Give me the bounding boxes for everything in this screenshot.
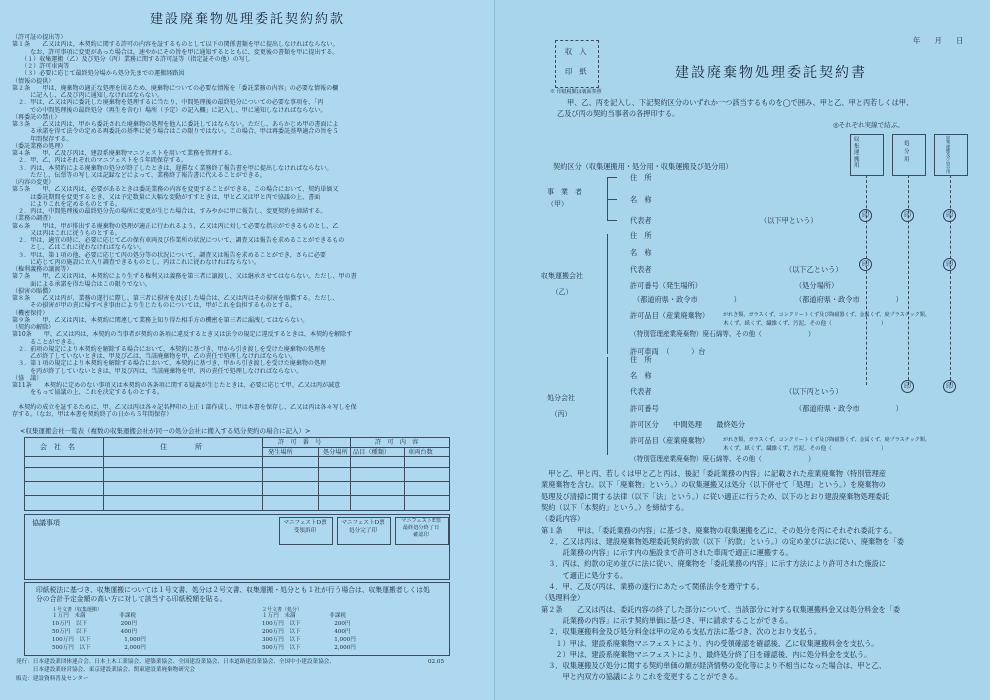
b-items-list: がれき類、ガラスくず、コンクリートくず及び陶磁器くず、金属くず、廃プラスチック類、: [723, 312, 930, 318]
stamp-left-title: １号文書（収集運搬）: [52, 607, 103, 613]
b-permit-dest: （処分場所）: [795, 281, 839, 290]
body-line: る承諾を得て法令の定める再委託の基準に従う場合はこの限りではない。この場合、甲は再委託基準適合の旨を５: [12, 128, 339, 136]
body-line: を丙が終了していないときは、甲及び丙は、当該廃棄物を甲、丙の責任で処理しなければならない。: [12, 367, 303, 375]
b-items-list2: 木くず、紙くず、繊維くず、汚泥、その他（ ）: [723, 321, 887, 327]
contract-title: 建設廃棄物処理委託契約書: [675, 65, 867, 81]
body-line: ３．甲は、第１項の他、必要に応じて丙の処分等の状況について、調査又は報告を求めることができ、さらに必要: [12, 251, 326, 259]
c-permit-no: 許可番号: [630, 404, 659, 413]
footer-sales: 販売：建設資料普及センター: [16, 676, 89, 682]
body-line: 第９条 甲、乙又は丙は、本契約に関連して業務上知り得た相手方の機密を第三者に漏洩してはならない。: [12, 316, 309, 324]
stamp-tax-row: 300万円 以下 1,000円: [262, 637, 356, 643]
a-address: 住 所: [630, 173, 652, 182]
col-item: 品目（種類）: [353, 449, 391, 456]
b-seal-1: 印: [859, 258, 872, 271]
c-pref: （都道府県・政令市 ）: [795, 404, 903, 413]
company-table-caption: <収集運搬会社一覧表（複数の収集運搬会社が同一の処分会社に搬入する処分契約の場合に記入）>: [20, 427, 311, 435]
body-line: に応じて丙の施設に立入り調査できるものとし、丙はこれに従わなければならない。: [12, 258, 260, 266]
body-line: ２．収集運搬料金及び処分料金は甲の定める支払方法に基づき、次のとおり支払う。: [541, 627, 822, 637]
body-line: 第７条 甲、乙又は丙は、本契約により生ずる権利又は義務を第三者に譲渡し、又は継承させてはならない。ただし、甲の書: [12, 273, 357, 281]
b-vehicles: 許可車両 （ ）台: [630, 347, 706, 356]
stamp-tax-row: 500万円 以下 2,000円: [52, 645, 146, 651]
sign-note: ◎それぞれ実線で結ぶ。: [833, 121, 904, 129]
b-pref-2: （都道府県・政令市 ）: [795, 295, 903, 304]
body-line: 第10条 甲、乙又は丙は、本契約の当事者が契約の条項に違反するとき又は法令の規定に違反するときは、本契約を解除す: [12, 331, 353, 339]
manifest-label-d1: マニフェストD票 受領訴印: [283, 520, 327, 534]
contract-category: 契約区分（収集運搬用・処分用・収集運搬及び処分用）: [553, 162, 733, 171]
body-line: ２．乙又は丙は、建設廃棄物処理委託契約約款（以下「約款」という。）の定め並びに法に従い、廃棄物を「委: [541, 536, 904, 546]
c-seal-1: 印: [901, 380, 914, 393]
body-line: （委託業務の処理）: [12, 142, 67, 150]
body-line: （２）許可車両等: [12, 63, 70, 70]
body-line: （再委託の禁止）: [12, 113, 61, 121]
body-line: （内容の変更）: [12, 179, 55, 186]
body-line: 処理及び清掃に関する法律（以下「法」という。）に従い適正に行うため、以下のとおり建設廃棄物処理委託: [541, 491, 890, 501]
body-line: て適正に処分する。: [541, 570, 628, 580]
c-seal-2: 印: [943, 380, 956, 393]
body-line: 第３条 乙又は丙は、甲から委託された廃棄物の処理を他人に委託してはならない。ただし、あらかじめ甲の書面によ: [12, 121, 339, 128]
body-line: （許可証の提出等）: [12, 34, 67, 41]
body-line: （権利義務の譲渡等）: [12, 266, 73, 273]
body-line: 託業務の内容」に示す契約単価に基づき、甲に請求することができる。: [541, 615, 793, 625]
manifest-label-d2: マニフェストD票 処分完了印: [341, 520, 385, 534]
col-label-transport: 収 集 運 搬 用: [854, 137, 860, 170]
consult-label: 協議事項: [32, 519, 60, 527]
body-line: に記入し、乙及び丙に通知しなければならない。: [12, 92, 164, 99]
body-line: をもって協議の上、これを決定するものとする。: [12, 389, 164, 397]
body-line: ただし、伝票等の写し又は記録などによって、業務終了報告書に代えることができる。: [12, 171, 266, 179]
c-permit-items: 許可品目（産業廃棄物）: [630, 436, 710, 445]
body-line: 第１条 甲は、「委託業務の内容」に基づき、廃棄物の収集運搬を乙に、その処分を丙にそれぞれ委託する。: [541, 525, 897, 535]
manifest-label-e: マニフェストE票 最終処分終了日 確認印: [401, 518, 441, 538]
body-line: 年間保存する。: [12, 135, 73, 143]
body-line: 甲と乙、甲と丙、若しくは甲と乙と丙は、後記「委託業務の内容」に記載された産業廃棄物（特別管理産: [541, 469, 887, 478]
intro-line1: 甲、乙、丙を記入し、下記契約区分のいずれか一つ該当するものを◯で囲み、甲と乙、甲と丙若しくは甲、: [567, 98, 914, 107]
body-line: 面による承諾を得た場合はこの限りでない。: [12, 280, 152, 288]
body-line: ２．甲は、乙又は丙に委託した廃棄物を処理するに当たり、中間処理後の最終処分についての必要な事項を、「丙: [12, 99, 324, 107]
col-label-both: 収 集 運 搬 及 び 処 分 用: [946, 135, 951, 175]
body-line: ３．丙は、約款の定め並びに法に従い、廃棄物を「委託業務の内容」に示す方法により許可された施設に: [541, 559, 887, 569]
body-line: は委託期間を変更するとき、又は予定数量に大幅な変動がすすときは、甲と乙又は甲と丙で協議の上、書面: [12, 193, 321, 201]
col-vehicles: 車両台数: [408, 449, 433, 456]
a-seal-2: 印: [901, 209, 914, 222]
stamp-box-label1: 収 入: [565, 47, 587, 56]
body-line: （委託内容）: [541, 514, 585, 524]
body-line: ２．甲、乙、丙はそれぞれのマニフェストを５年間保存する。: [12, 157, 188, 165]
body-line: （機密保持）: [12, 309, 49, 317]
body-line: 第５条 甲、乙又は丙は、必要があるときは委託業務の内容を変更することができる。この場合において、契約単価又: [12, 186, 339, 194]
stamp-tax-row: １万円 未満 非課税: [262, 613, 346, 619]
body-line: （損害の賠償）: [12, 287, 55, 295]
c-items-list2: 木くず、紙くず、繊維くず、汚泥、その他（ ）: [723, 446, 887, 452]
col-origin: 発生場所: [268, 449, 293, 456]
body-line: （契約の解除）: [12, 324, 55, 331]
body-line: 本契約の成立を証するために、甲、乙又は丙は各々記名押印の上正１部作成し、甲は本書を保存し、乙又は丙は各々写しを保: [12, 403, 357, 411]
body-line: 託業務の内容」に示す内の施設まで許可された車両で適正に運搬する。: [541, 548, 793, 558]
body-line: ４．甲、乙及び丙は、業務の遂行にあたって関係法令を遵守する。: [541, 582, 764, 591]
a-rep-note: （以下甲という）: [760, 216, 818, 225]
b-seal-2: 印: [943, 258, 956, 271]
body-line: での中間処理後の最終処分（再生を含む）場所（予定）の記入欄」に記入し、甲に通知しなければならない。: [12, 106, 327, 114]
b-address: 住 所: [630, 231, 652, 240]
body-line: 乙が終了していないときは、甲及び乙は、当該廃棄物を甲、乙の責任で処理しなければならない。: [12, 353, 297, 360]
body-line: なお、許可事項に変更があった場合は、速やかにその旨を甲に通知するとともに、変更後の書類を甲に提出する。: [12, 48, 339, 56]
body-line: 第２条 甲は、廃棄物の適正な処理を図るため、廃棄物についての必要な情報を「委託業務の内容」の必要な情報の欄: [12, 84, 339, 92]
c-special: （特別管理産業廃棄物）廃石綿等、その他（ ）: [630, 455, 815, 463]
b-permit-items: 許可品目（産業廃棄物）: [630, 311, 710, 320]
right-page-contract: [495, 0, 990, 700]
a-rep: 代表者: [630, 216, 652, 225]
body-line: ３．第１項の規定により本契約を解除する場合において、本契約に基づき、甲から引き渡しを受けた廃棄物の処理: [12, 360, 327, 368]
stamp-box-label2: 印 紙: [565, 67, 587, 76]
body-line: （情報の提供）: [12, 77, 55, 85]
body-line: ２．丙は、中間処理後の最終処分先の場所に変更が生じた場合は、すみやかに甲に報告し、変更契約を締結する。: [12, 208, 327, 215]
b-pref-1: （都道府県・政令市 ）: [633, 295, 741, 304]
body-line: 業廃棄物を含む。以下「廃棄物」という。）の収集運搬又は処分（以下併せて「処理」という。）を廃棄物の: [541, 480, 886, 490]
body-line: ３．収集運搬及び処分に関する契約単価の額が経済情勢の変化等により不相当になった場合は、甲と乙、: [541, 661, 887, 671]
stamp-right-title: ２号文書（処分）: [262, 607, 303, 613]
body-line: （処理料金）: [541, 593, 585, 603]
stamp-duty-note: ※ 印紙税額は裏面参照: [550, 89, 602, 95]
col-label-disposal: 処 分 用: [904, 141, 910, 163]
footer-publisher2: 日本建設業経営協会、東京建設業協会、関東建設業廃棄物研究会: [16, 667, 196, 673]
body-line: 第１条 乙又は丙は、本契約に関する許可の内容を証するものとして以下の関係書類を甲に提出しなければならない。: [12, 41, 339, 49]
body-line: 第８条 乙又は丙が、業務の遂行に際し、第三者に損害を及ぼした場合は、乙又は丙はその損害を賠償する。ただし、: [12, 295, 339, 302]
stamp-tax-row: 200万円 以下 400円: [262, 629, 351, 635]
c-name: 名 称: [630, 371, 652, 380]
c-rep: 代表者: [630, 387, 652, 396]
col-company: 会 社 名: [40, 443, 75, 451]
body-line: 第２条 乙又は丙は、委託内容の終了した部分について、当該部分に対する収集運搬料金又は処分料金を「委: [541, 604, 901, 614]
body-line: 存する。（なお、甲は本書を契約終了の日から５年間保存）: [12, 411, 173, 418]
c-rep-note: （以下丙という）: [785, 387, 843, 396]
body-line: とし、乙はこれに従わなければならない。: [12, 244, 146, 252]
stamp-tax-row: 50万円 以下 400円: [52, 629, 137, 635]
terms-title: 建設廃棄物処理委託契約約款: [150, 12, 346, 27]
body-line: ２．前項の規定により本契約を解除する場合において、本契約に基づき、甲から引き渡しを受けた廃棄物の処理を: [12, 345, 327, 353]
footer-code: 02.05: [428, 659, 445, 665]
c-address: 住 所: [630, 355, 652, 364]
stamp-tax-row: 100万円 以下 1,000円: [52, 637, 146, 643]
a-name: 名 称: [630, 195, 652, 204]
col-content: 許 可 内 容: [375, 439, 419, 446]
body-line: （３）必要に応じて最終処分場から処分先までの運搬経路図: [12, 70, 185, 78]
intro-line2: 乙及び丙の契約当事者の各押印する。: [557, 109, 680, 118]
body-line: ２．甲は、適宜の時に、必要に応じて乙の保有車両及び作業所の状況について、調査又は報告を求めることができるもの: [12, 237, 345, 244]
b-name: 名 称: [630, 248, 652, 257]
c-items-list: がれき類、ガラスくず、コンクリートくず及び陶磁器くず、金属くず、廃プラスチック類、: [723, 437, 930, 443]
body-line: 第４条 甲、乙及び丙は、建設系廃棄物マニフェストを用いて業務を管理する。: [12, 150, 236, 157]
body-line: １）甲は、建設系廃棄物マニフェストにより、内の受領確認を確認後、乙に収集運搬料金を支払う。: [541, 638, 879, 648]
body-line: 第11条 本契約に定めのない事項又は本契約の各条項に関する疑義が生じたときは、必要に応じて甲、乙又は丙が誠意: [12, 382, 341, 389]
body-line: 又は丙はこれに従うものとする。: [12, 229, 121, 237]
party-a-label: 事 業 者 （甲）: [547, 188, 582, 208]
b-special: （特別管理産業廃棄物）廃石綿等、その他（ ）: [630, 330, 815, 338]
date-label: 年 月 日: [913, 36, 964, 45]
col-address: 住 所: [160, 443, 202, 451]
stamp-tax-row: 500万円 以下 2,000円: [262, 645, 356, 651]
stamp-tax-row: １万円 未満 非課税: [52, 613, 136, 619]
stamp-tax-note: 印紙税法に基づき、収集運搬については１号文書、処分は２号文書、収集運搬・処分とも１社が行う場合は、収集運搬者しくは処分の合計予定金額の高い方に対して該当する印紙税額を貼る。: [36, 586, 430, 603]
body-line: 契約（以下「本契約」という。）を締結する。: [541, 502, 689, 512]
body-line: その損害が甲の責に帰すべき事由により生じたものについては、甲がこれを負担するものとする。: [12, 302, 296, 310]
col-dest: 処分場所: [323, 449, 348, 456]
col-permit: 許 可 番 号: [278, 439, 322, 446]
body-line: （業務の調査）: [12, 215, 55, 223]
col-box-both: [934, 134, 968, 176]
body-line: ることができる。: [12, 338, 79, 346]
body-line: ２）甲は、建設系廃棄物マニフェストにより、最終処分終了日を確認後、内に処分料金を支払う。: [541, 649, 872, 659]
party-b-label: 収集運搬会社 （乙）: [541, 272, 583, 296]
body-line: ３．丙は、本契約による廃棄物の処分が終了したときは、遅滞なく業務終了報告書を甲に提出しなければならない。: [12, 164, 333, 172]
body-line: （１）収集運搬（乙）及び処分（丙）業務に関する許可証等（指定証その他）の写し: [12, 55, 251, 63]
a-seal-1: 印: [859, 209, 872, 222]
a-seal-3: 印: [943, 209, 956, 222]
body-line: 甲と内双方の協議によりこれを変更することができる。: [541, 672, 743, 682]
b-permit-origin: 許可番号（発生場所）: [630, 281, 702, 290]
party-c-label: 処分会社 （丙）: [547, 394, 575, 418]
body-line: （協 議）: [12, 374, 43, 382]
b-rep: 代表者: [630, 265, 652, 274]
c-permit-cat: 許可区分 中間処理 最終処分: [630, 420, 746, 429]
footer-publisher: 発行：日本建設業団体連合会、日本土木工業協会、建築業協会、全国建設業協会、日本道路建設業協会、全国中小建設業協会、: [16, 659, 335, 665]
stamp-tax-row: 10万円 以下 200円: [52, 621, 137, 627]
b-rep-note: （以下乙という）: [785, 265, 843, 274]
body-line: によりこれを定めるものとする。: [12, 200, 121, 208]
body-line: 第６条 甲は、甲が排出する廃棄物の処理が適正に行われるよう、乙又は丙に対して必要な指示ができるものとし、乙: [12, 222, 339, 230]
stamp-tax-row: 100万円 以下 200円: [262, 621, 351, 627]
